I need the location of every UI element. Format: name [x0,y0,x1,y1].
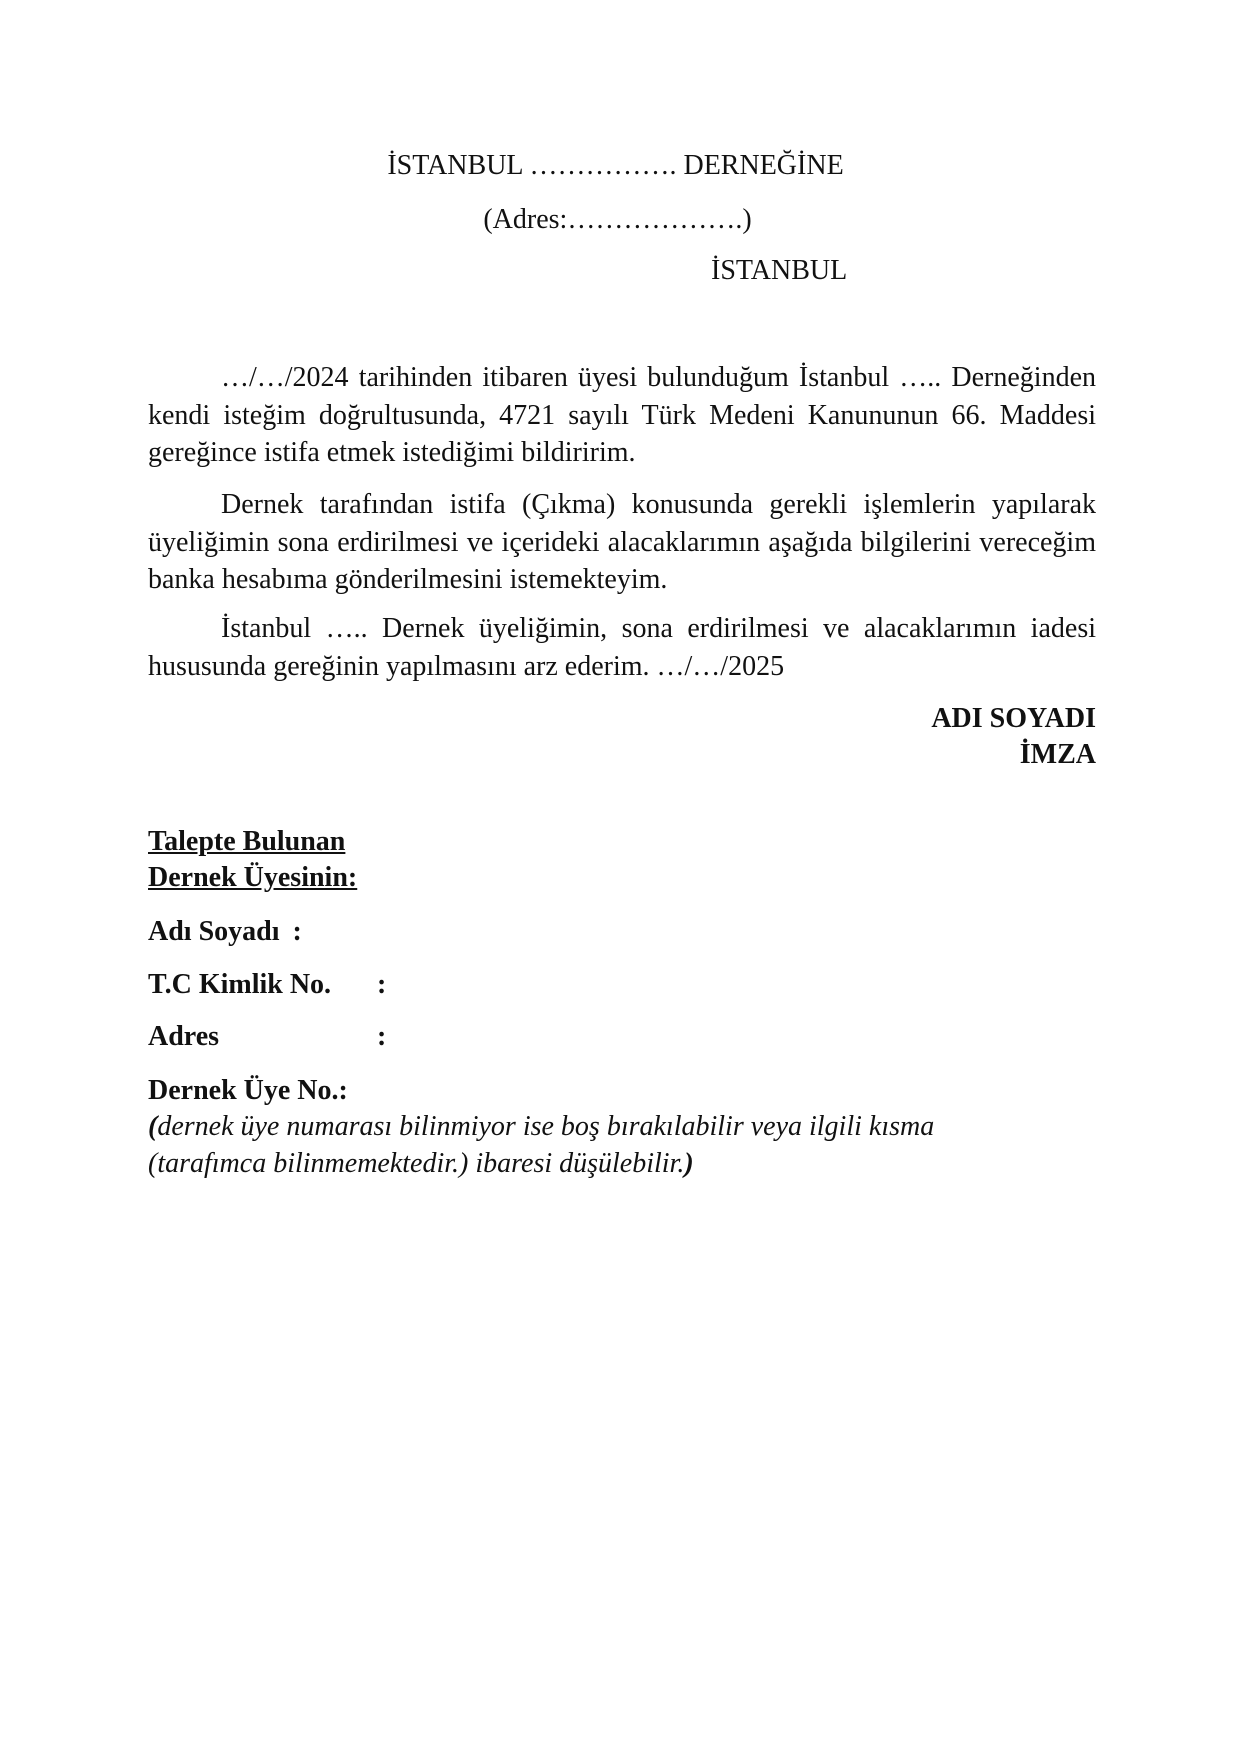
field-name-row [148,913,302,951]
paragraph-2: Dernek tarafından istifa (Çıkma) konusunda gerekli işlemlerin yapılarak üyeliğimin sona erdirilmesi ve içerideki alacaklarımın aşağıda bilgilerini vereceğim banka hesabıma gönderilmesini istemekteyim. [148,489,1096,595]
member-no-label: Dernek Üye No.: [148,1075,348,1106]
member-no-note-line-2 [148,1145,694,1182]
address-line [0,201,1238,239]
member-heading-line-1: Talepte Bulunan [148,826,346,857]
signature-label: İMZA [1019,739,1096,770]
note-open-paren: ( [148,1111,158,1142]
address-text: (Adres:……………….) [483,204,752,235]
field-name-label: Adı Soyadı [148,916,280,947]
recipient-text: İSTANBUL ……………. DERNEĞİNE [387,150,844,181]
member-no-note-line-1 [148,1108,934,1145]
city-text: İSTANBUL [711,255,848,286]
field-tc-row [148,966,386,1004]
paragraph-1: …/…/2024 tarihinden itibaren üyesi bulunduğum İstanbul ….. Derneğinden kendi isteğim doğrultusunda, 4721 sayılı Türk Medeni Kanununun 66. Maddesi gereğince istifa etmek istediğimi bildiririm. [148,362,1096,468]
signature-name-label: ADI SOYADI [931,703,1096,734]
field-address-row [148,1018,386,1056]
member-heading-line-2: Dernek Üyesinin: [148,862,358,893]
note-text-line-2: (tarafımca bilinmemektedir.) ibaresi düşülebilir. [148,1148,685,1179]
paragraph-3: İstanbul ….. Dernek üyeliğimin, sona erdirilmesi ve alacaklarımın iadesi hususunda gereğinin yapılmasını arz ederim. …/…/2025 [148,613,1096,682]
field-tc-label: T.C Kimlik No. [148,969,332,1000]
field-address-label: Adres [148,1021,220,1052]
note-close-paren: ) [684,1148,694,1179]
recipient-line [0,147,1236,185]
field-address-separator: : [377,1021,387,1052]
field-tc-separator: : [377,969,387,1000]
note-text-line-1: dernek üye numarası bilinmiyor ise boş bırakılabilir veya ilgili kısma [157,1111,935,1142]
city-line [711,252,847,290]
field-name-separator: : [292,916,302,947]
